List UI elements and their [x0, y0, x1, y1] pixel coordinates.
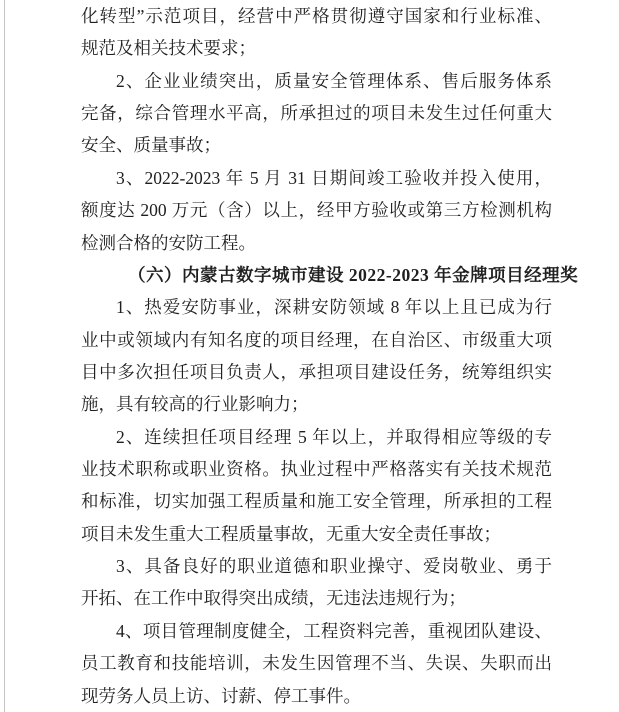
text-line: 2、企业业绩突出，质量安全管理体系、售后服务体系 [116, 70, 552, 91]
text-line: 业中或领域内有知名度的项目经理，在自治区、市级重大项 [81, 329, 552, 350]
page-left-edge-line [4, 0, 5, 712]
text-line: 和标准，切实加强工程质量和施工安全管理，所承担的工程 [81, 491, 552, 512]
text-line: 施，具有较高的行业影响力； [81, 394, 309, 415]
text-line: 4、项目管理制度健全，工程资料完善，重视团队建设、 [116, 620, 552, 641]
text-line: 完备，综合管理水平高，所承担过的项目未发生过任何重大 [81, 103, 552, 124]
document-text-block [81, 0, 579, 712]
text-line: 3、2022-2023 年 5 月 31 日期间竣工验收并投入使用， [116, 167, 552, 188]
text-line: 3、具备良好的职业道德和职业操守、爱岗敬业、勇于 [116, 556, 552, 577]
text-line: 开拓、在工作中取得突出成绩，无违法违规行为； [81, 588, 466, 609]
text-line: 检测合格的安防工程。 [81, 232, 256, 253]
text-line: 1、热爱安防事业，深耕安防领域 8 年以上且已成为行 [116, 297, 552, 318]
text-line: 2、连续担任项目经理 5 年以上，并取得相应等级的专 [116, 426, 552, 447]
text-line: 目中多次担任项目负责人，承担项目建设任务，统筹组织实 [81, 361, 552, 382]
text-line: 现劳务人员上访、讨薪、停工事件。 [81, 685, 361, 706]
text-line: 安全、质量事故； [81, 135, 221, 156]
text-line: 额度达 200 万元（含）以上，经甲方验收或第三方检测机构 [81, 200, 552, 221]
text-line: 业技术职称或职业资格。执业过程中严格落实有关技术规范 [81, 459, 552, 480]
text-line: 员工教育和技能培训，未发生因管理不当、失误、失职而出 [81, 653, 552, 674]
text-line: 化转型”示范项目，经营中严格贯彻遵守国家和行业标准、 [81, 6, 552, 26]
text-line: 规范及相关技术要求； [81, 38, 256, 59]
section-heading: （六）内蒙古数字城市建设 2022-2023 年金牌项目经理奖 [128, 264, 579, 285]
text-line: 项目未发生重大工程质量事故，无重大安全责任事故； [81, 523, 501, 544]
